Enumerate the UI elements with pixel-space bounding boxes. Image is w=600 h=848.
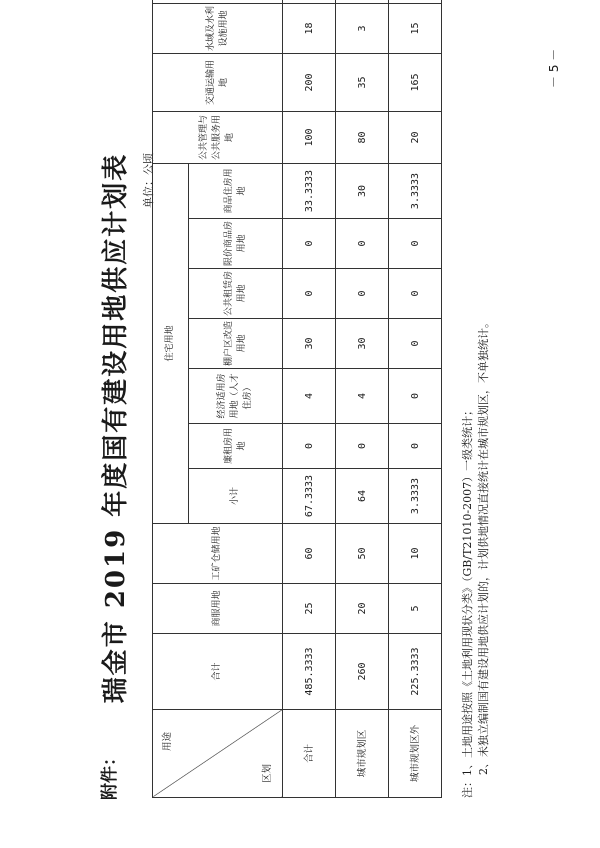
table-cell: 35 bbox=[336, 54, 389, 112]
table-cell: 64 bbox=[336, 469, 389, 524]
page-number: － 5 － bbox=[547, 48, 561, 88]
table-cell: 0 bbox=[336, 269, 389, 319]
table-cell: 4 bbox=[336, 369, 389, 424]
table-cell: 3.3333 bbox=[389, 469, 442, 524]
table-cell: 260 bbox=[336, 634, 389, 710]
table-cell bbox=[336, 0, 389, 4]
footnotes bbox=[460, 317, 492, 798]
header-public-service: 公共管理与公共服务用地 bbox=[153, 112, 283, 164]
table-cell: 0 bbox=[389, 424, 442, 469]
row-label: 城市规划区 bbox=[336, 710, 389, 798]
header-special bbox=[153, 0, 283, 4]
table-cell: 67.3333 bbox=[283, 469, 336, 524]
table-row bbox=[336, 0, 389, 798]
header-commercial: 商服用地 bbox=[153, 584, 283, 634]
table-cell: 0 bbox=[389, 319, 442, 369]
table-cell: 485.3333 bbox=[283, 634, 336, 710]
attachment-label: 附件： bbox=[100, 749, 120, 800]
table-cell: 225.3333 bbox=[389, 634, 442, 710]
table-cell: 3 bbox=[336, 4, 389, 54]
header-lowrent: 廉租房用地 bbox=[189, 424, 283, 469]
table-cell: 100 bbox=[283, 112, 336, 164]
footnote-2: 2、未独立编制国有建设用地供应计划的，计划供地情况直接统计在城市规划区，不单独统计。 bbox=[477, 317, 490, 775]
table-row bbox=[283, 0, 336, 798]
corner-bottom-label: 区划 bbox=[262, 763, 273, 783]
header-affordable: 经济适用房用地（人才住房） bbox=[189, 369, 283, 424]
table-cell: 30 bbox=[336, 319, 389, 369]
table-cell: 20 bbox=[336, 584, 389, 634]
table-row bbox=[389, 0, 442, 798]
row-label: 城市规划区外 bbox=[389, 710, 442, 798]
table-cell: 50 bbox=[336, 524, 389, 584]
row-label: 合计 bbox=[283, 710, 336, 798]
table-cell bbox=[389, 0, 442, 4]
corner-top-label: 用途 bbox=[162, 732, 173, 752]
table-cell: 0 bbox=[336, 219, 389, 269]
table-cell: 5 bbox=[389, 584, 442, 634]
header-industrial: 工矿仓储用地 bbox=[153, 524, 283, 584]
table-cell: 4 bbox=[283, 369, 336, 424]
header-commodity: 商品住房用地 bbox=[189, 164, 283, 219]
header-water: 水域及水利设施用地 bbox=[153, 4, 283, 54]
header-transport: 交通运输用地 bbox=[153, 54, 283, 112]
header-total: 合计 bbox=[153, 634, 283, 710]
table-cell: 15 bbox=[389, 4, 442, 54]
table-cell: 200 bbox=[283, 54, 336, 112]
table-cell: 80 bbox=[336, 112, 389, 164]
table-cell: 33.3333 bbox=[283, 164, 336, 219]
table-cell: 0 bbox=[389, 369, 442, 424]
table-cell: 165 bbox=[389, 54, 442, 112]
page-title: 瑞金市 2019 年度国有建设用地供应计划表 bbox=[101, 152, 131, 704]
table-cell: 30 bbox=[283, 319, 336, 369]
table-cell: 18 bbox=[283, 4, 336, 54]
header-public-rental: 公共租赁房用地 bbox=[189, 269, 283, 319]
table-cell: 0 bbox=[283, 424, 336, 469]
header-row-1 bbox=[153, 0, 189, 798]
table-cell: 0 bbox=[389, 269, 442, 319]
header-residential: 住宅用地 bbox=[153, 164, 189, 524]
table-cell: 0 bbox=[389, 219, 442, 269]
table-cell: 30 bbox=[336, 164, 389, 219]
table-cell: 10 bbox=[389, 524, 442, 584]
unit-label: 单位：公顷 bbox=[142, 153, 155, 208]
table-cell: 25 bbox=[283, 584, 336, 634]
table-cell: 0 bbox=[336, 424, 389, 469]
table-cell: 3.3333 bbox=[389, 164, 442, 219]
header-subtotal: 小计 bbox=[189, 469, 283, 524]
table-cell bbox=[283, 0, 336, 4]
table-cell: 20 bbox=[389, 112, 442, 164]
header-shantytown: 棚户区改造用地 bbox=[189, 319, 283, 369]
table-cell: 0 bbox=[283, 219, 336, 269]
footnote-1: 注：1、土地用途按照《土地利用现状分类》（GB/T21010-2007）一级类统计； bbox=[461, 404, 474, 798]
table-cell: 60 bbox=[283, 524, 336, 584]
header-price-capped: 限价商品房用地 bbox=[189, 219, 283, 269]
corner-header-cell bbox=[153, 710, 283, 798]
land-supply-table bbox=[152, 0, 442, 798]
table-cell: 0 bbox=[283, 269, 336, 319]
